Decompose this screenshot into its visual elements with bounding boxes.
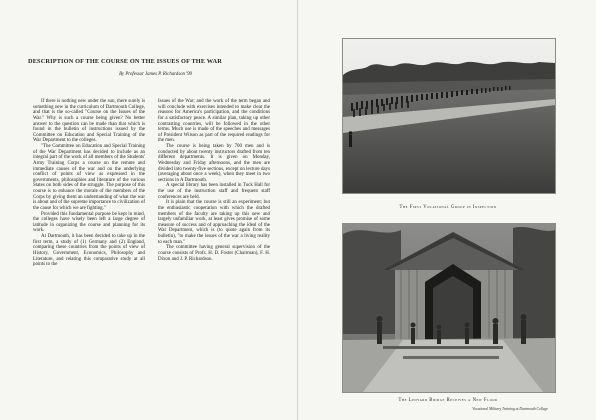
inspection-photo-caption: The First Vocational Group in Inspection [399, 205, 497, 210]
text-column-1 [33, 99, 145, 268]
paragraph: The committee having general supervision of the course consists of Profs. H. D. Foster (Chairman), F. H. Dixon and J. P. Richardson. [158, 245, 270, 262]
paragraph: Provided this fundamental purpose be kept in mind, the colleges have wisely been left a large degree of latitude in organizing the course and planning for its work. [33, 211, 145, 234]
inspection-photo [342, 38, 556, 194]
text-column-2 [158, 99, 270, 262]
article-byline: By Professor James P. Richardson '99 [119, 72, 192, 77]
photo-credit: Vocational Military Training at Dartmouth College [472, 407, 548, 411]
paragraph: A special library has been installed in Tuck Hall for the use of the instruction staff and frequent staff conferences are held. [158, 183, 270, 200]
paragraph: Issues of the War; and the work of the term began and will conclude with exercises intended to make clear the reasons for America's participation, and the conditions for a satisfactory peace. A similar plan, taking up other contrasting countries, will be followed in the other terms. Much use is made of the speeches and messages of President Wilson as part of the required readings for the men. [158, 99, 270, 144]
paragraph: "The Committee on Education and Special Training of the War Department has decided to include as an integral part of the work of all members of the Students' Army Training Corps a course on the remote and immediate causes of the war and on the underlying conflict of points of view as expressed in the governments, philosophies and literature of the various States on both sides of the struggle. The purpose of this course is to enhance the morale of the members of the Corps by giving them an understanding of what the war is about and of the supreme importance to civilization of the cause for which we are fighting." [33, 144, 145, 211]
paragraph: It is plain that the course is still an experiment; but the enthusiastic cooperation with which the drafted members of the faculty are taking up this new and largely unfamiliar work, at least gives promise of some measure of success and of approaching the ideal of the War Department, which is (to quote again from its bulletin), "to make the issues of the war a living reality to each man." [158, 200, 270, 245]
paragraph: If there is nothing new under the sun, there surely is something new in the curriculum of Dartmouth College, and that is the so-called "Course on the Issues of the War." Why is such a course being given? No better answer to the question can be made than that which is found in the bulletin of instructions issued by the Committee on Education and Special Training of the War Department to the colleges. [33, 99, 145, 144]
article-title: DESCRIPTION OF THE COURSE ON THE ISSUES OF THE WAR [28, 58, 222, 65]
paragraph: At Dartmouth, it has been decided to take up in the first term, a study of (1) Germany and (2) England, comparing these countries from the points of view of History, Government, Economics, Philosophy and Literature, and relating this comparative study at all points to the [33, 234, 145, 268]
paragraph: The course is being taken by 700 men and is conducted by about twenty instructors drafted from ten different departments. It is given on Monday, Wednesday and Friday afternoons, and the men are divided into twenty-five sections, except on lecture days (averaging about once a week), when they meet in two sections in A Dartmouth. [158, 144, 270, 183]
bridge-photo [342, 223, 556, 393]
bridge-photo-caption: The Ledyard Bridge Receives a New Floor [398, 398, 498, 403]
